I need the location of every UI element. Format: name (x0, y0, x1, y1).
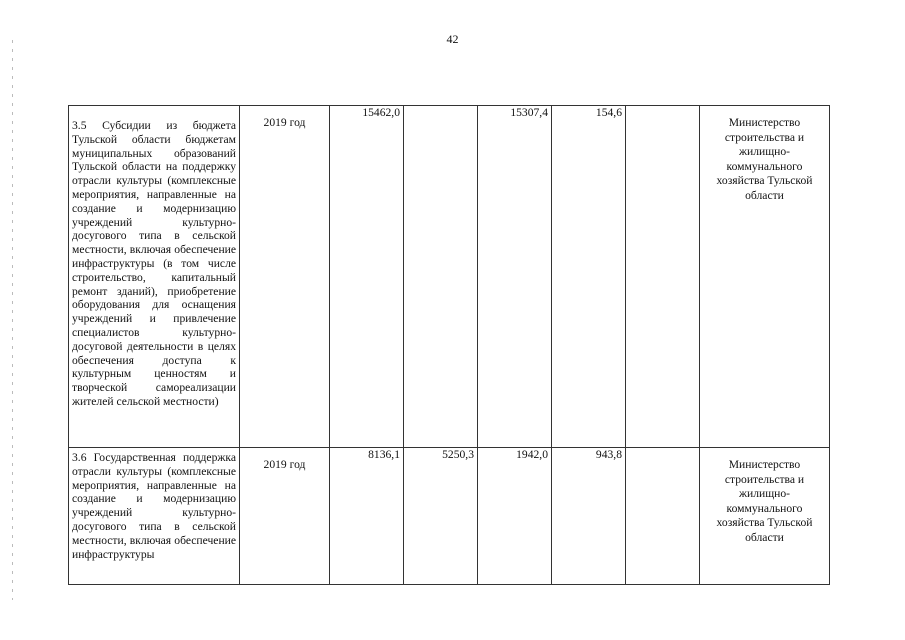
value-cell (478, 448, 552, 585)
year-cell (240, 106, 330, 448)
scan-margin-marks (12, 40, 13, 600)
description-cell (69, 106, 240, 448)
value-federal (404, 106, 477, 107)
value-cell (552, 448, 626, 585)
value-local: 154,6 (595, 106, 622, 119)
value-cell (552, 106, 626, 448)
value-cell (404, 106, 478, 448)
value-total: 8136,1 (368, 448, 400, 461)
value-regional: 15307,4 (510, 106, 548, 119)
value-regional: 1942,0 (516, 448, 548, 461)
value-total: 15462,0 (362, 106, 400, 119)
value-cell (478, 106, 552, 448)
responsible-executor: Министерство строительства и жилищно-коммунального хозяйства Тульской области (716, 458, 813, 544)
responsible-cell (700, 106, 830, 448)
value-local: 943,8 (595, 448, 622, 461)
responsible-executor: Министерство строительства и жилищно-коммунального хозяйства Тульской области (716, 116, 813, 202)
measure-description: 3.6 Государственная поддержка отрасли культуры (комплексные мероприятия, направленные на создание и модернизацию учреждений культурно-досугового типа в сельской местности, включая обеспечение инфраструктуры (72, 451, 236, 561)
budget-table (68, 105, 830, 585)
value-cell (330, 448, 404, 585)
value-extra (626, 448, 699, 449)
page-number: 42 (446, 32, 459, 46)
value-cell (330, 106, 404, 448)
year-cell (240, 448, 330, 585)
value-cell (626, 448, 700, 585)
value-extra (626, 106, 699, 107)
year-label: 2019 год (263, 116, 306, 129)
table-row (69, 448, 830, 585)
year-label: 2019 год (263, 458, 306, 471)
value-cell (626, 106, 700, 448)
value-federal: 5250,3 (442, 448, 474, 461)
measure-description: 3.5 Субсидии из бюджета Тульской области бюджетам муниципальных образований Тульской области на поддержку отрасли культуры (комплексные мероприятия, направленные на создание и модернизацию учреждений культурно-досугового типа в сельской местности, включая обеспечение инфраструктуры (в том числе строительство, капитальный ремонт зданий), приобретение оборудования для оснащения учреждений и привлечение специалистов культурно-досуговой деятельности в целях обеспечения доступа к культурным ценностям и творческой самореализации жителей сельской местности) (72, 119, 236, 408)
responsible-cell (700, 448, 830, 585)
value-cell (404, 448, 478, 585)
description-cell (69, 448, 240, 585)
table-row (69, 106, 830, 448)
